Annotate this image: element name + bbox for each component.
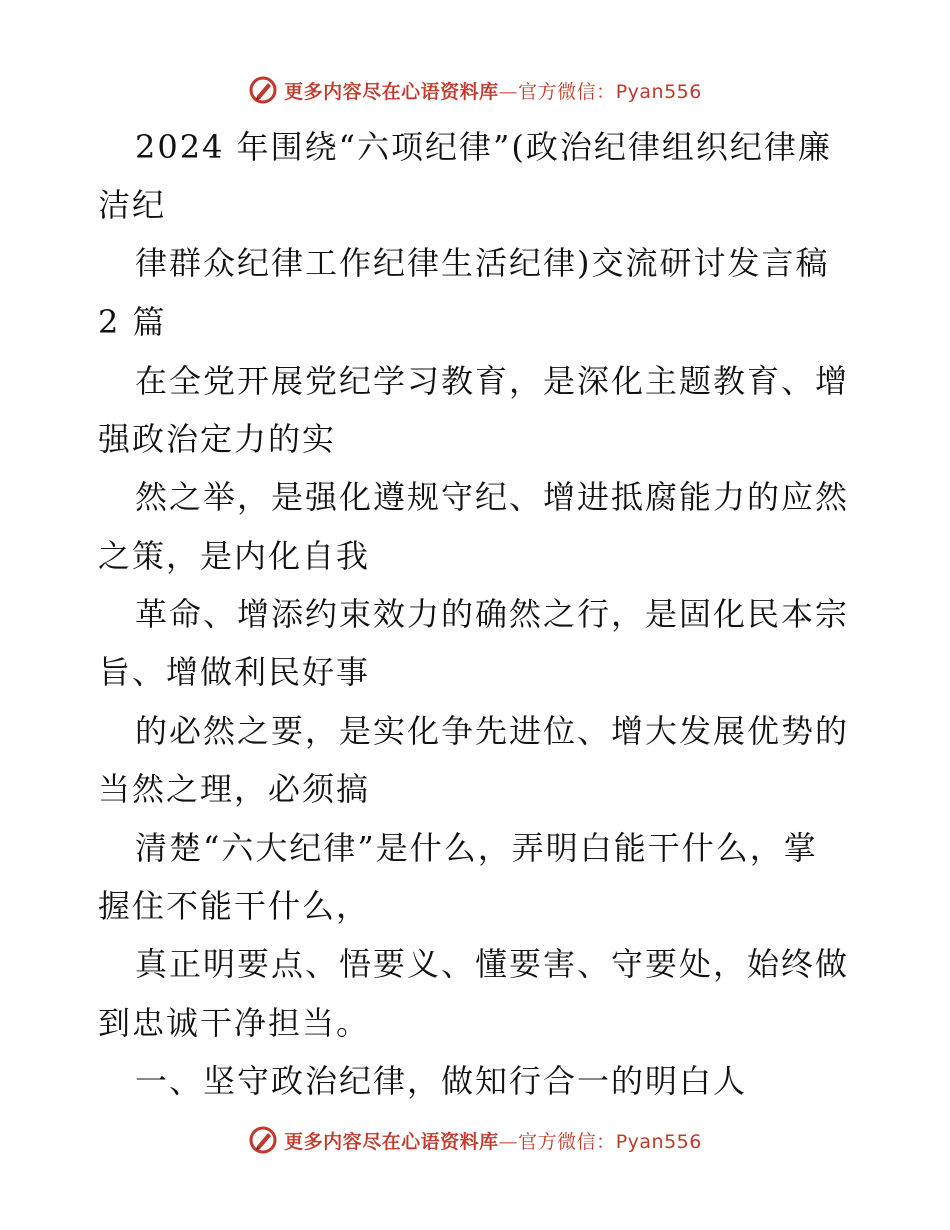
footer-watermark-text xyxy=(284,1127,702,1154)
banner-dash: — xyxy=(498,80,519,103)
paragraph-line: 然之举，是强化遵规守纪、增进抵腐能力的应然 xyxy=(135,478,850,516)
title-line-1: 2024 年围绕“六项纪律”(政治纪律组织纪律廉 xyxy=(135,128,832,166)
title-line-3: 律群众纪律工作纪律生活纪律)交流研讨发言稿 xyxy=(135,244,830,282)
paragraph-line: 真正明要点、悟要义、懂要害、守要处，始终做 xyxy=(135,945,850,983)
banner-prefix: 更多内容尽在心语资料库 xyxy=(284,1130,499,1153)
paragraph-line: 强政治定力的实 xyxy=(98,420,337,458)
paragraph-line: 在全党开展党纪学习教育，是深化主题教育、增 xyxy=(135,362,850,400)
paragraph-line: 到忠诚干净担当。 xyxy=(98,1004,371,1042)
paragraph-line: 清楚“六大纪律”是什么，弄明白能干什么，掌 xyxy=(135,829,818,867)
paragraph-line: 革命、增添约束效力的确然之行，是固化民本宗 xyxy=(135,595,850,633)
footer-watermark-banner xyxy=(0,1120,950,1160)
banner-prefix: 更多内容尽在心语资料库 xyxy=(284,80,499,103)
paragraph-line: 旨、增做利民好事 xyxy=(98,653,371,691)
title-line-4: 2 篇 xyxy=(98,303,167,341)
paragraph-line: 握住不能干什么， xyxy=(98,887,371,925)
pen-circle-logo-icon xyxy=(248,1125,278,1155)
banner-suffix: 官方微信： xyxy=(518,1130,616,1153)
paragraph-line: 之策，是内化自我 xyxy=(98,537,371,575)
banner-dash: — xyxy=(498,1130,519,1153)
paragraph-line: 当然之理，必须搞 xyxy=(98,770,371,808)
paragraph-line: 的必然之要，是实化争先进位、增大发展优势的 xyxy=(135,712,850,750)
banner-suffix: 官方微信： xyxy=(518,80,616,103)
banner-account: Pyan556 xyxy=(615,80,702,103)
banner-account: Pyan556 xyxy=(615,1130,702,1153)
title-line-2: 洁纪 xyxy=(98,186,167,224)
section-heading: 一、坚守政治纪律，做知行合一的明白人 xyxy=(135,1062,748,1100)
